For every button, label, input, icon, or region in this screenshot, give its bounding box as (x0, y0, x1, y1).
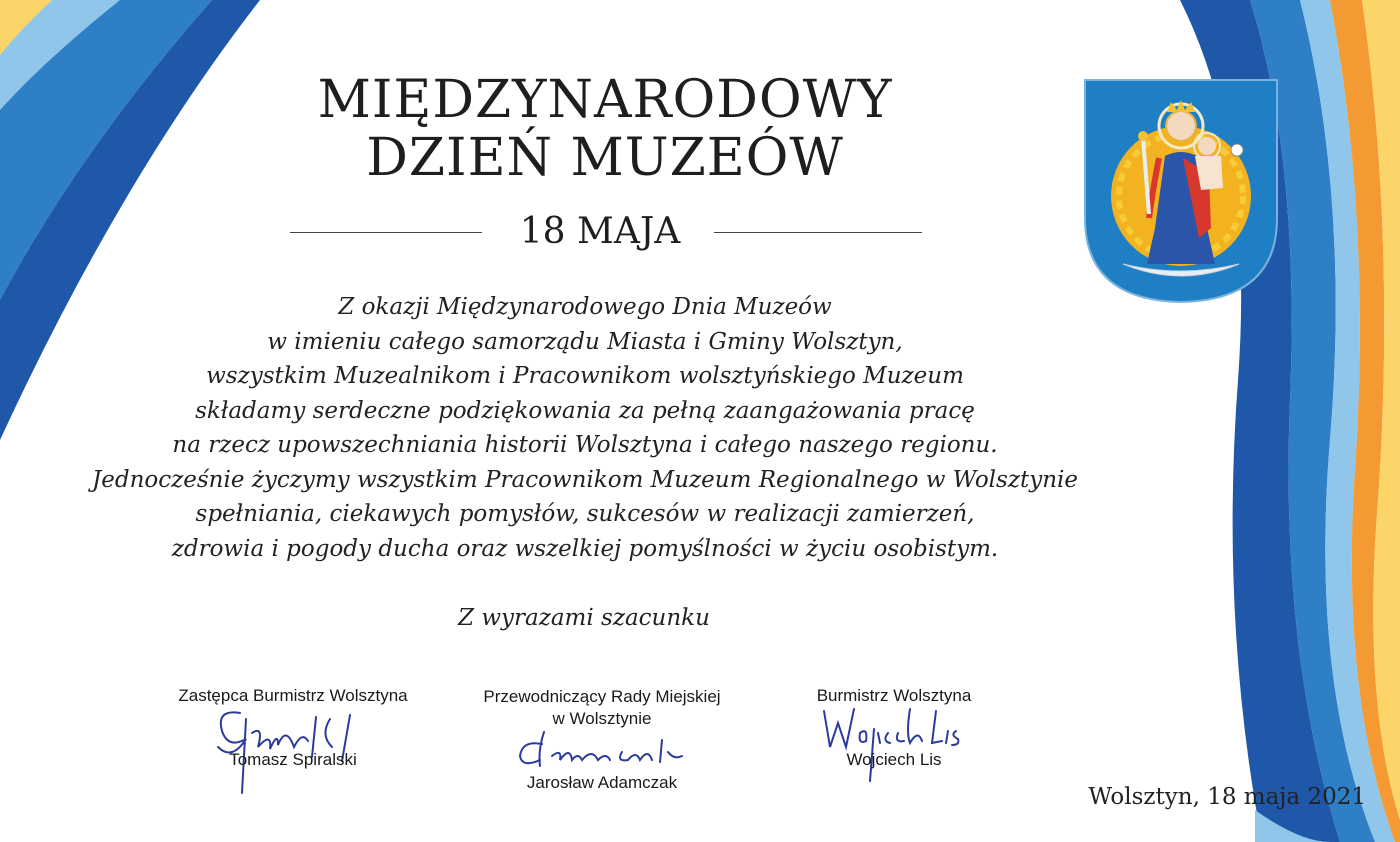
signatory-name: Jarosław Adamczak (526, 773, 678, 792)
signatory-title: Przewodniczący Rady Miejskiej (483, 687, 721, 706)
divider-right (714, 232, 922, 233)
page-title-line2: DZIEŃ MUZEÓW (366, 128, 844, 188)
event-date: 18 MAJA (519, 211, 681, 252)
signatory-council-chairman (452, 686, 752, 796)
place-and-date: Wolsztyn, 18 maja 2021 (1088, 784, 1366, 810)
handwritten-signature-adamczak (512, 726, 692, 772)
signatory-name: Tomasz Spiralski (229, 750, 357, 769)
signatory-name: Wojciech Lis (846, 750, 942, 769)
message-line: w imieniu całego samorządu Miasta i Gminy Wolsztyn, (267, 328, 903, 355)
message-line: wszystkim Muzealnikom i Pracownikom wolsztyńskiego Muzeum (206, 363, 964, 389)
signatory-title: Burmistrz Wolsztyna (816, 686, 972, 705)
signatory-title: Zastępca Burmistrz Wolsztyna (178, 686, 408, 705)
date-row (290, 210, 922, 254)
message-line: Z okazji Międzynarodowego Dnia Muzeów (338, 294, 832, 320)
signatory-title-line2: w Wolsztynie (552, 709, 652, 728)
page-title-line1: MIĘDZYNARODOWY (317, 70, 893, 130)
message-line: składamy serdeczne podziękowania za pełną zaangażowania pracę (195, 397, 975, 424)
message-line: Jednocześnie życzymy wszystkim Pracownikom Muzeum Regionalnego w Wolsztynie (92, 466, 1078, 493)
greeting-message (60, 290, 1110, 566)
handwritten-signature-lis (818, 703, 968, 787)
signatory-mayor (780, 685, 1008, 795)
message-line: spełniania, ciekawych pomysłów, sukcesów w realizacji zamierzeń, (195, 501, 975, 527)
message-line: na rzecz upowszechniania historii Wolsztyna i całego naszego regionu. (172, 432, 998, 458)
closing-phrase: Z wyrazami szacunku (458, 605, 710, 631)
wolsztyn-coat-of-arms-icon (1083, 78, 1279, 304)
message-line: zdrowia i pogody ducha oraz wszelkiej pomyślności w życiu osobistym. (171, 535, 999, 562)
signatory-deputy-mayor (150, 685, 436, 795)
